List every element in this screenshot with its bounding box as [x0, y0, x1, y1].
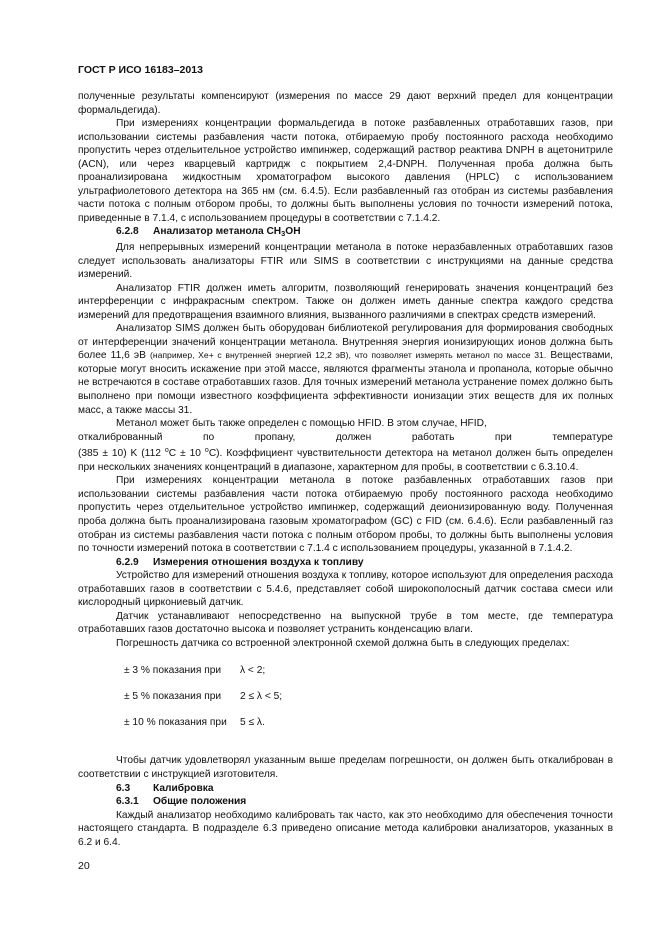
paragraph: При измерениях концентрации метанола в потоке разбавленных отработавших газов при использовании системы разбавления части потока отбираемую пробу постоянного расхода необходимо пропустить через отдельительное устройство импинжер, содержащий деионизированную воду. Полученная проба должна быть проанализирована газовым хроматографом (GC) с FID (см. 6.4.6). Если разбавленный газ отобран из системы разбавления части потока с полным отбором пробы, то должны быть выполнены условия по точности измерений потока в соответствии с 7.1.4 с использованием процедуры, указанной в 7.1.4.2.: [78, 475, 613, 555]
table-cell-accuracy: ± 10 % показания при: [124, 717, 227, 729]
paragraph: Анализатор FTIR должен иметь алгоритм, позволяющий генерировать значения концентраций без интерференции с инфракрасным спектром. Также он должен иметь данные спектра каждого средства измерений для предотвращения взаимного влияния, вызванного различиями в спектрах средств измерений.: [78, 282, 613, 321]
section-title: Измерения отношения воздуха к топливу: [153, 556, 364, 568]
paragraph-hfid-line1: Метанол может быть также определен с помощью HFID. В этом случае, HFID,: [116, 418, 487, 430]
subscript: 3: [281, 229, 286, 239]
paragraph: Устройство для измерений отношения воздуха к топливу, которое используют для определения расхода отработавших газов в соответствии с 5.4.6, представляет собой широкополосный датчик состава смеси или кислородный циркониевый датчик.: [78, 570, 613, 609]
section-title: Общие положения: [153, 796, 247, 808]
paragraph: Датчик устанавливают непосредственно на выпускной трубе в том месте, где температура отработавших газов достаточно высока и позволяет устранить конденсацию влаги.: [78, 610, 613, 636]
text-run-small: (например, Xe+ с внутренней энергией 12,2 эВ), что позволяет измерять метанол по массе 31.: [150, 350, 547, 361]
table-row: [78, 716, 613, 742]
section-title-tail: OH: [285, 226, 301, 238]
section-heading-6-2-8: [78, 225, 613, 241]
section-number: 6.2.8: [116, 226, 139, 238]
section-title: Анализатор метанола CH: [153, 226, 282, 238]
word: при: [494, 431, 512, 443]
word: пропану,: [254, 431, 296, 443]
table-cell-condition: 5 ≤ λ.: [240, 717, 265, 729]
paragraph-hfid-rest: [78, 444, 613, 474]
word: должен: [335, 431, 372, 443]
text-run: (385 ± 10) K (112: [78, 448, 165, 460]
section-number: 6.3: [116, 782, 131, 794]
page-header: ГОСТ Р ИСО 16183–2013: [78, 64, 203, 76]
table-row: [78, 664, 613, 690]
paragraph: полученные результаты компенсируют (измерения по массе 29 дают верхний предел для концентрации формальдегида).: [78, 91, 613, 116]
text-run: Анализатор SIMS должен быть оборудован библиотекой регулирования для формирования свободных от интерференции значений концентрации метанола. Внутренняя энергия ионизирующих ионов должна быть более 11,6 эВ: [78, 323, 613, 362]
text-run: Веществами, которые могут вносить искажение при этой массе, являются фрагменты этанола и пропанола, которые обычно не встречаются в составе отработавших газов. Для точных измерений метанола устранение помех должно быть выполнено при помощи известного коэффициента эффективности ионизации этих веществ для их полных масс, а также массы 31.: [78, 350, 614, 416]
word: работать: [411, 431, 455, 443]
section-number: 6.2.9: [116, 556, 139, 568]
table-cell-condition: λ < 2;: [240, 665, 266, 677]
text-run: C ± 10: [168, 448, 205, 460]
paragraph: При измерениях концентрации формальдегида в потоке разбавленных отработавших газов, при использовании системы разбавления части потока, отбираемую пробу постоянного расхода необходимо пропустить через отдельительное устройство импинжер, содержащий раствор реактива DNPH в ацетонитриле (ACN), или через кварцевый картридж с покрытием 2,4-DNPH. Полученная проба должна быть проанализирована жидкостным хроматографом высокого давления (HPLC) с использованием ультрафиолетового детектора на 365 нм (см. 6.4.5). Если разбавленный газ отобран из системы разбавления части потока с полным отбором пробы, то должны быть выполнены условия по точности измерений потока, приведенные в 7.1.4, с использованием процедуры в соответствии с 7.1.4.2.: [78, 118, 613, 224]
word: откалиброванный: [78, 431, 163, 443]
section-number: 6.3.1: [116, 796, 139, 808]
section-title: Калибровка: [153, 782, 214, 794]
table-row: [78, 690, 613, 716]
degree-superscript: о: [204, 447, 209, 455]
accuracy-table: [78, 664, 613, 742]
paragraph: Для непрерывных измерений концентрации метанола в потоке неразбавленных отработавших газов следует использовать анализаторы FTIR или SIMS в соответствии с инструкциями на данные средства измерений.: [78, 242, 613, 281]
table-cell-accuracy: ± 5 % показания при: [124, 691, 222, 703]
section-heading-6-2-9: [78, 556, 613, 570]
text-run: C). Коэффициент чувствительности детектора на метанол должен быть определен при нескольких значениях концентраций в диапазоне, характерном для пробы, в соответствии с 6.3.10.4.: [78, 448, 613, 473]
section-heading-6-3-1: [78, 795, 613, 809]
paragraph: Погрешность датчика со встроенной электронной схемой должна быть в следующих пределах:: [116, 637, 570, 649]
degree-superscript: о: [164, 447, 169, 455]
page-number: 20: [78, 860, 90, 872]
word: по: [203, 431, 215, 443]
word: температуре: [552, 431, 613, 443]
document-body: [78, 90, 613, 849]
paragraph-sims: [78, 322, 613, 417]
table-cell-condition: 2 ≤ λ < 5;: [240, 691, 283, 703]
table-cell-accuracy: ± 3 % показания при: [124, 665, 222, 677]
paragraph-hfid-line2: [78, 431, 613, 445]
paragraph: Каждый анализатор необходимо калибровать так часто, как это необходимо для обеспечения точности настоящего стандарта. В подразделе 6.3 приведено описание метода калибровки анализаторов, указанных в 6.2 и 6.4.: [78, 809, 613, 848]
paragraph: Чтобы датчик удовлетворял указанным выше пределам погрешности, он должен быть откалиброван в соответствии с инструкцией изготовителя.: [78, 755, 613, 780]
section-heading-6-3: [78, 782, 613, 796]
